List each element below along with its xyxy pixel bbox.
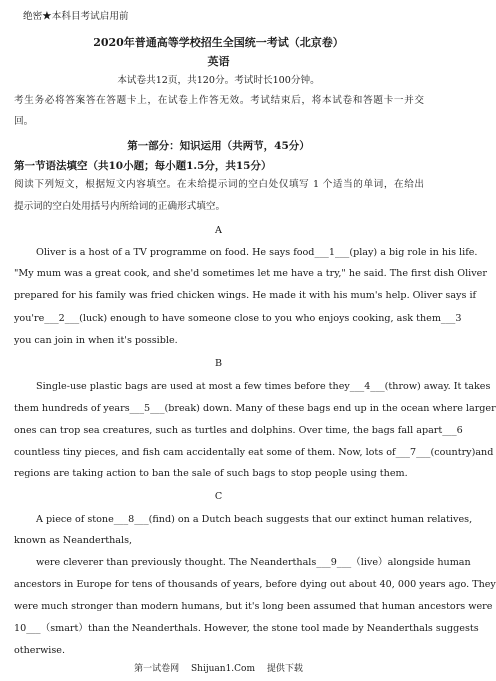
passage-c-line-4: ancestors in Europe for tens of thousands of years, before dying out about 40, 000 years ago. They [14,579,496,590]
passage-c-line-7: otherwise. [14,645,66,656]
passage-b-line-4: countless tiny pieces, and fish cam accidentally eat some of them. Now, lots of___7___(country)and [14,447,494,458]
passage-c-line-6: 10___（smart）than the Neanderthals. However, the stone tool made by Neanderthals suggests [14,623,479,634]
passage-b-label: B [214,358,223,369]
part-1-heading: 第一部分：知识运用（共两节，45分） [127,140,310,152]
section-1-instructions-line-2: 提示词的空白处用括号内所给词的正确形式填空。 [14,201,226,212]
passage-b-line-2: them hundreds of years___5___(break) down. Many of these bags end up in the ocean where larger [14,403,496,414]
passage-a-label: A [215,225,222,236]
passage-c-line-3: were cleverer than previously thought. The Neanderthals___9___（live）alongside human [36,557,471,568]
subject-title: 英语 [207,55,230,68]
passage-a-line-4: you're___2___(luck) enough to have someone close to you who enjoys cooking, ask them___3 [14,313,462,324]
passage-c-line-2: known as Neanderthals, [14,535,133,546]
passage-b-line-1: Single-use plastic bags are used at most a few times before they___4___(throw) away. It takes [36,381,491,392]
footer-watermark: 第一试卷网 Shijuan1.Com 提供下载 [134,664,303,674]
passage-c-line-1: A piece of stone___8___(find) on a Dutch beach suggests that our extinct human relatives, [36,514,473,525]
passage-a-line-5: you can join in when it's possible. [14,335,178,346]
section-1-heading: 第一节语法填空（共10小题；每小题1.5分，共15分） [14,160,272,172]
exam-notice-line-1: 考生务必将答案答在答题卡上，在试卷上作答无效。考试结束后，将本试卷和答题卡一并交 [14,95,424,106]
confidential-note: 绝密★本科目考试启用前 [23,11,129,22]
exam-info: 本试卷共12页，共120分。考试时长100分钟。 [117,75,320,86]
passage-a-line-1: Oliver is a host of a TV programme on food. He says food___1___(play) a big role in his life. [36,247,478,258]
exam-title: 2020年普通高等学校招生全国统一考试（北京卷） [93,36,344,49]
passage-c-label: C [214,491,223,502]
passage-b-line-5: regions are taking action to ban the sale of such bags to stop people using them. [14,468,408,479]
exam-notice-line-2: 回。 [14,116,34,127]
passage-a-line-2: "My mum was a great cook, and she'd sometimes let me have a try," he said. The first dish Oliver [14,268,487,279]
passage-b-line-3: ones can trop sea creatures, such as turtles and dolphins. Over time, the bags fall apart___6 [14,425,463,436]
passage-c-line-5: were much stronger than modern humans, but it's long been assumed that human ancestors were [14,601,493,612]
section-1-instructions-line-1: 阅读下列短文，根据短文内容填空。在未给提示词的空白处仅填写 1 个适当的单词，在给出 [14,179,424,190]
passage-a-line-3: prepared for his family was fried chicken wings. He made it with his mum's help. Oliver says if [14,290,477,301]
